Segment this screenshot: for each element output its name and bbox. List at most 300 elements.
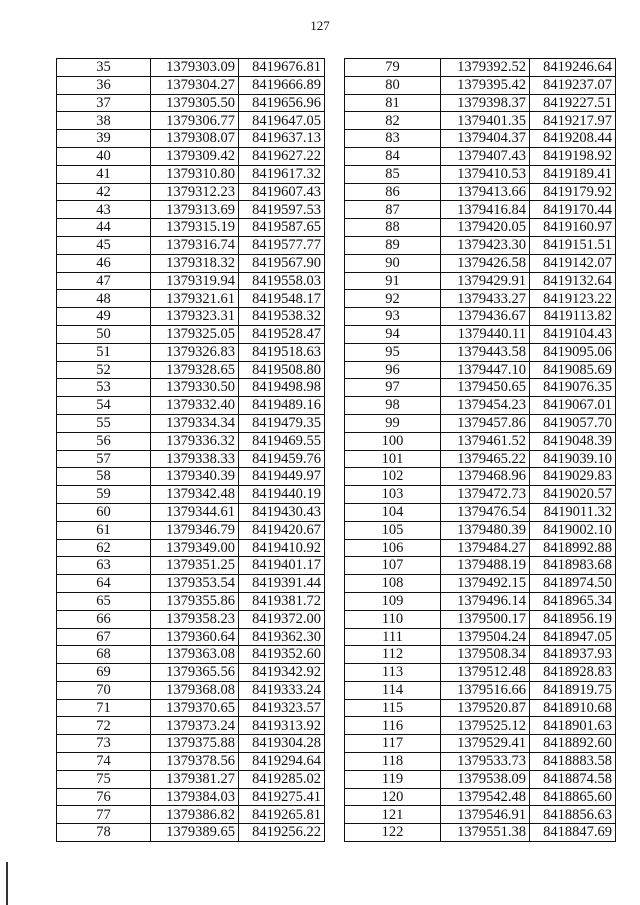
y-coordinate-cell: 8419449.97 bbox=[239, 468, 325, 486]
x-coordinate-cell: 1379500.17 bbox=[441, 610, 530, 628]
x-coordinate-cell: 1379373.24 bbox=[151, 717, 239, 735]
point-number-cell: 92 bbox=[345, 290, 441, 308]
y-coordinate-cell: 8419430.43 bbox=[239, 503, 325, 521]
y-coordinate-cell: 8418883.58 bbox=[530, 753, 616, 771]
table-row bbox=[345, 94, 616, 112]
point-number-cell: 40 bbox=[57, 147, 151, 165]
x-coordinate-cell: 1379392.52 bbox=[441, 59, 530, 77]
point-number-cell: 45 bbox=[57, 236, 151, 254]
y-coordinate-cell: 8418992.88 bbox=[530, 539, 616, 557]
point-number-cell: 55 bbox=[57, 414, 151, 432]
table-row bbox=[345, 735, 616, 753]
x-coordinate-cell: 1379305.50 bbox=[151, 94, 239, 112]
x-coordinate-cell: 1379520.87 bbox=[441, 699, 530, 717]
table-row bbox=[345, 788, 616, 806]
x-coordinate-cell: 1379316.74 bbox=[151, 236, 239, 254]
table-row bbox=[57, 112, 325, 130]
point-number-cell: 98 bbox=[345, 397, 441, 415]
x-coordinate-cell: 1379529.41 bbox=[441, 735, 530, 753]
y-coordinate-cell: 8419401.17 bbox=[239, 557, 325, 575]
y-coordinate-cell: 8419132.64 bbox=[530, 272, 616, 290]
table-row bbox=[345, 325, 616, 343]
table-row bbox=[345, 343, 616, 361]
point-number-cell: 96 bbox=[345, 361, 441, 379]
y-coordinate-cell: 8419637.13 bbox=[239, 130, 325, 148]
x-coordinate-cell: 1379433.27 bbox=[441, 290, 530, 308]
table-row bbox=[57, 414, 325, 432]
table-row bbox=[345, 272, 616, 290]
x-coordinate-cell: 1379370.65 bbox=[151, 699, 239, 717]
y-coordinate-cell: 8419518.63 bbox=[239, 343, 325, 361]
y-coordinate-cell: 8419656.96 bbox=[239, 94, 325, 112]
table-row bbox=[345, 699, 616, 717]
table-row bbox=[345, 130, 616, 148]
point-number-cell: 88 bbox=[345, 219, 441, 237]
x-coordinate-cell: 1379423.30 bbox=[441, 236, 530, 254]
point-number-cell: 109 bbox=[345, 592, 441, 610]
table-row bbox=[57, 699, 325, 717]
x-coordinate-cell: 1379360.64 bbox=[151, 628, 239, 646]
point-number-cell: 113 bbox=[345, 664, 441, 682]
point-number-cell: 53 bbox=[57, 379, 151, 397]
table-row bbox=[345, 824, 616, 842]
x-coordinate-cell: 1379313.69 bbox=[151, 201, 239, 219]
y-coordinate-cell: 8418874.58 bbox=[530, 770, 616, 788]
point-number-cell: 47 bbox=[57, 272, 151, 290]
y-coordinate-cell: 8418974.50 bbox=[530, 575, 616, 593]
table-row bbox=[57, 343, 325, 361]
table-row bbox=[345, 59, 616, 77]
y-coordinate-cell: 8418956.19 bbox=[530, 610, 616, 628]
point-number-cell: 111 bbox=[345, 628, 441, 646]
y-coordinate-cell: 8418983.68 bbox=[530, 557, 616, 575]
y-coordinate-cell: 8419142.07 bbox=[530, 254, 616, 272]
y-coordinate-cell: 8419372.00 bbox=[239, 610, 325, 628]
point-number-cell: 122 bbox=[345, 824, 441, 842]
point-number-cell: 107 bbox=[345, 557, 441, 575]
x-coordinate-cell: 1379358.23 bbox=[151, 610, 239, 628]
y-coordinate-cell: 8419076.35 bbox=[530, 379, 616, 397]
y-coordinate-cell: 8419617.32 bbox=[239, 165, 325, 183]
table-row bbox=[345, 539, 616, 557]
y-coordinate-cell: 8419151.51 bbox=[530, 236, 616, 254]
point-number-cell: 67 bbox=[57, 628, 151, 646]
y-coordinate-cell: 8419002.10 bbox=[530, 521, 616, 539]
table-row bbox=[57, 76, 325, 94]
table-row bbox=[345, 183, 616, 201]
point-number-cell: 69 bbox=[57, 664, 151, 682]
point-number-cell: 46 bbox=[57, 254, 151, 272]
y-coordinate-cell: 8419333.24 bbox=[239, 681, 325, 699]
point-number-cell: 43 bbox=[57, 201, 151, 219]
x-coordinate-cell: 1379542.48 bbox=[441, 788, 530, 806]
x-coordinate-cell: 1379332.40 bbox=[151, 397, 239, 415]
point-number-cell: 58 bbox=[57, 468, 151, 486]
y-coordinate-cell: 8419479.35 bbox=[239, 414, 325, 432]
y-coordinate-cell: 8419198.92 bbox=[530, 147, 616, 165]
point-number-cell: 112 bbox=[345, 646, 441, 664]
y-coordinate-cell: 8419352.60 bbox=[239, 646, 325, 664]
scan-edge-mark bbox=[6, 862, 8, 905]
x-coordinate-cell: 1379484.27 bbox=[441, 539, 530, 557]
x-coordinate-cell: 1379454.23 bbox=[441, 397, 530, 415]
point-number-cell: 48 bbox=[57, 290, 151, 308]
x-coordinate-cell: 1379308.07 bbox=[151, 130, 239, 148]
x-coordinate-cell: 1379395.42 bbox=[441, 76, 530, 94]
table-row bbox=[345, 76, 616, 94]
x-coordinate-cell: 1379426.58 bbox=[441, 254, 530, 272]
point-number-cell: 41 bbox=[57, 165, 151, 183]
x-coordinate-cell: 1379429.91 bbox=[441, 272, 530, 290]
point-number-cell: 110 bbox=[345, 610, 441, 628]
x-coordinate-cell: 1379368.08 bbox=[151, 681, 239, 699]
table-row bbox=[57, 397, 325, 415]
point-number-cell: 77 bbox=[57, 806, 151, 824]
y-coordinate-cell: 8419381.72 bbox=[239, 592, 325, 610]
x-coordinate-cell: 1379492.15 bbox=[441, 575, 530, 593]
table-row bbox=[57, 468, 325, 486]
x-coordinate-cell: 1379413.66 bbox=[441, 183, 530, 201]
y-coordinate-cell: 8419607.43 bbox=[239, 183, 325, 201]
y-coordinate-cell: 8419256.22 bbox=[239, 824, 325, 842]
x-coordinate-cell: 1379336.32 bbox=[151, 432, 239, 450]
point-number-cell: 59 bbox=[57, 486, 151, 504]
table-row bbox=[57, 664, 325, 682]
point-number-cell: 37 bbox=[57, 94, 151, 112]
table-row bbox=[345, 290, 616, 308]
table-row bbox=[57, 824, 325, 842]
y-coordinate-cell: 8419265.81 bbox=[239, 806, 325, 824]
point-number-cell: 95 bbox=[345, 343, 441, 361]
x-coordinate-cell: 1379416.84 bbox=[441, 201, 530, 219]
table-row bbox=[345, 806, 616, 824]
table-row bbox=[57, 646, 325, 664]
y-coordinate-cell: 8419246.64 bbox=[530, 59, 616, 77]
point-number-cell: 102 bbox=[345, 468, 441, 486]
x-coordinate-cell: 1379436.67 bbox=[441, 308, 530, 326]
x-coordinate-cell: 1379410.53 bbox=[441, 165, 530, 183]
table-row bbox=[57, 592, 325, 610]
coordinates-table-left bbox=[56, 58, 325, 842]
table-row bbox=[57, 59, 325, 77]
table-row bbox=[345, 414, 616, 432]
table-row bbox=[345, 717, 616, 735]
x-coordinate-cell: 1379355.86 bbox=[151, 592, 239, 610]
y-coordinate-cell: 8418910.68 bbox=[530, 699, 616, 717]
point-number-cell: 60 bbox=[57, 503, 151, 521]
y-coordinate-cell: 8419067.01 bbox=[530, 397, 616, 415]
y-coordinate-cell: 8418892.60 bbox=[530, 735, 616, 753]
table-row bbox=[345, 468, 616, 486]
point-number-cell: 83 bbox=[345, 130, 441, 148]
y-coordinate-cell: 8419011.32 bbox=[530, 503, 616, 521]
point-number-cell: 44 bbox=[57, 219, 151, 237]
table-row bbox=[57, 575, 325, 593]
x-coordinate-cell: 1379468.96 bbox=[441, 468, 530, 486]
y-coordinate-cell: 8419285.02 bbox=[239, 770, 325, 788]
y-coordinate-cell: 8419676.81 bbox=[239, 59, 325, 77]
y-coordinate-cell: 8419294.64 bbox=[239, 753, 325, 771]
table-row bbox=[57, 361, 325, 379]
table-row bbox=[57, 770, 325, 788]
point-number-cell: 87 bbox=[345, 201, 441, 219]
table-row bbox=[57, 753, 325, 771]
point-number-cell: 106 bbox=[345, 539, 441, 557]
point-number-cell: 120 bbox=[345, 788, 441, 806]
x-coordinate-cell: 1379533.73 bbox=[441, 753, 530, 771]
y-coordinate-cell: 8419647.05 bbox=[239, 112, 325, 130]
point-number-cell: 39 bbox=[57, 130, 151, 148]
x-coordinate-cell: 1379318.32 bbox=[151, 254, 239, 272]
table-row bbox=[57, 486, 325, 504]
point-number-cell: 76 bbox=[57, 788, 151, 806]
x-coordinate-cell: 1379378.56 bbox=[151, 753, 239, 771]
table-row bbox=[57, 236, 325, 254]
x-coordinate-cell: 1379404.37 bbox=[441, 130, 530, 148]
x-coordinate-cell: 1379323.31 bbox=[151, 308, 239, 326]
table-row bbox=[345, 147, 616, 165]
point-number-cell: 70 bbox=[57, 681, 151, 699]
table-row bbox=[345, 503, 616, 521]
y-coordinate-cell: 8419123.22 bbox=[530, 290, 616, 308]
table-row bbox=[345, 397, 616, 415]
y-coordinate-cell: 8419179.92 bbox=[530, 183, 616, 201]
table-row bbox=[57, 503, 325, 521]
x-coordinate-cell: 1379386.82 bbox=[151, 806, 239, 824]
x-coordinate-cell: 1379334.34 bbox=[151, 414, 239, 432]
point-number-cell: 79 bbox=[345, 59, 441, 77]
y-coordinate-cell: 8419323.57 bbox=[239, 699, 325, 717]
y-coordinate-cell: 8419391.44 bbox=[239, 575, 325, 593]
x-coordinate-cell: 1379312.23 bbox=[151, 183, 239, 201]
point-number-cell: 97 bbox=[345, 379, 441, 397]
point-number-cell: 94 bbox=[345, 325, 441, 343]
x-coordinate-cell: 1379342.48 bbox=[151, 486, 239, 504]
table-row bbox=[345, 557, 616, 575]
point-number-cell: 82 bbox=[345, 112, 441, 130]
y-coordinate-cell: 8419469.55 bbox=[239, 432, 325, 450]
table-row bbox=[345, 753, 616, 771]
point-number-cell: 116 bbox=[345, 717, 441, 735]
x-coordinate-cell: 1379461.52 bbox=[441, 432, 530, 450]
y-coordinate-cell: 8419217.97 bbox=[530, 112, 616, 130]
point-number-cell: 115 bbox=[345, 699, 441, 717]
x-coordinate-cell: 1379315.19 bbox=[151, 219, 239, 237]
x-coordinate-cell: 1379375.88 bbox=[151, 735, 239, 753]
point-number-cell: 38 bbox=[57, 112, 151, 130]
y-coordinate-cell: 8419597.53 bbox=[239, 201, 325, 219]
coordinates-table-right bbox=[344, 58, 616, 842]
point-number-cell: 65 bbox=[57, 592, 151, 610]
x-coordinate-cell: 1379328.65 bbox=[151, 361, 239, 379]
point-number-cell: 72 bbox=[57, 717, 151, 735]
table-row bbox=[57, 557, 325, 575]
x-coordinate-cell: 1379381.27 bbox=[151, 770, 239, 788]
point-number-cell: 42 bbox=[57, 183, 151, 201]
coordinates-table-right-body bbox=[345, 59, 616, 842]
point-number-cell: 103 bbox=[345, 486, 441, 504]
y-coordinate-cell: 8419304.28 bbox=[239, 735, 325, 753]
point-number-cell: 51 bbox=[57, 343, 151, 361]
table-row bbox=[345, 379, 616, 397]
table-row bbox=[57, 130, 325, 148]
y-coordinate-cell: 8419528.47 bbox=[239, 325, 325, 343]
x-coordinate-cell: 1379472.73 bbox=[441, 486, 530, 504]
table-row bbox=[57, 450, 325, 468]
y-coordinate-cell: 8419558.03 bbox=[239, 272, 325, 290]
x-coordinate-cell: 1379465.22 bbox=[441, 450, 530, 468]
point-number-cell: 105 bbox=[345, 521, 441, 539]
y-coordinate-cell: 8419275.41 bbox=[239, 788, 325, 806]
y-coordinate-cell: 8419567.90 bbox=[239, 254, 325, 272]
x-coordinate-cell: 1379401.35 bbox=[441, 112, 530, 130]
y-coordinate-cell: 8419627.22 bbox=[239, 147, 325, 165]
x-coordinate-cell: 1379325.05 bbox=[151, 325, 239, 343]
x-coordinate-cell: 1379344.61 bbox=[151, 503, 239, 521]
y-coordinate-cell: 8419113.82 bbox=[530, 308, 616, 326]
x-coordinate-cell: 1379457.86 bbox=[441, 414, 530, 432]
y-coordinate-cell: 8418937.93 bbox=[530, 646, 616, 664]
x-coordinate-cell: 1379389.65 bbox=[151, 824, 239, 842]
y-coordinate-cell: 8419095.06 bbox=[530, 343, 616, 361]
x-coordinate-cell: 1379398.37 bbox=[441, 94, 530, 112]
point-number-cell: 49 bbox=[57, 308, 151, 326]
y-coordinate-cell: 8419548.17 bbox=[239, 290, 325, 308]
point-number-cell: 81 bbox=[345, 94, 441, 112]
point-number-cell: 35 bbox=[57, 59, 151, 77]
point-number-cell: 61 bbox=[57, 521, 151, 539]
point-number-cell: 114 bbox=[345, 681, 441, 699]
x-coordinate-cell: 1379512.48 bbox=[441, 664, 530, 682]
x-coordinate-cell: 1379488.19 bbox=[441, 557, 530, 575]
y-coordinate-cell: 8419342.92 bbox=[239, 664, 325, 682]
x-coordinate-cell: 1379496.14 bbox=[441, 592, 530, 610]
x-coordinate-cell: 1379538.09 bbox=[441, 770, 530, 788]
y-coordinate-cell: 8419410.92 bbox=[239, 539, 325, 557]
y-coordinate-cell: 8419508.80 bbox=[239, 361, 325, 379]
x-coordinate-cell: 1379306.77 bbox=[151, 112, 239, 130]
x-coordinate-cell: 1379508.34 bbox=[441, 646, 530, 664]
table-row bbox=[57, 806, 325, 824]
point-number-cell: 62 bbox=[57, 539, 151, 557]
x-coordinate-cell: 1379525.12 bbox=[441, 717, 530, 735]
y-coordinate-cell: 8419577.77 bbox=[239, 236, 325, 254]
point-number-cell: 80 bbox=[345, 76, 441, 94]
point-number-cell: 57 bbox=[57, 450, 151, 468]
table-row bbox=[57, 201, 325, 219]
point-number-cell: 93 bbox=[345, 308, 441, 326]
table-row bbox=[345, 575, 616, 593]
page-number: 127 bbox=[310, 18, 330, 33]
point-number-cell: 86 bbox=[345, 183, 441, 201]
table-row bbox=[345, 308, 616, 326]
y-coordinate-cell: 8418965.34 bbox=[530, 592, 616, 610]
x-coordinate-cell: 1379546.91 bbox=[441, 806, 530, 824]
table-row bbox=[57, 308, 325, 326]
table-row bbox=[57, 539, 325, 557]
x-coordinate-cell: 1379384.03 bbox=[151, 788, 239, 806]
point-number-cell: 50 bbox=[57, 325, 151, 343]
x-coordinate-cell: 1379407.43 bbox=[441, 147, 530, 165]
point-number-cell: 119 bbox=[345, 770, 441, 788]
point-number-cell: 99 bbox=[345, 414, 441, 432]
y-coordinate-cell: 8419208.44 bbox=[530, 130, 616, 148]
x-coordinate-cell: 1379365.56 bbox=[151, 664, 239, 682]
y-coordinate-cell: 8419170.44 bbox=[530, 201, 616, 219]
table-row bbox=[57, 681, 325, 699]
table-row bbox=[345, 201, 616, 219]
x-coordinate-cell: 1379353.54 bbox=[151, 575, 239, 593]
table-row bbox=[345, 610, 616, 628]
x-coordinate-cell: 1379480.39 bbox=[441, 521, 530, 539]
x-coordinate-cell: 1379476.54 bbox=[441, 503, 530, 521]
table-row bbox=[57, 94, 325, 112]
x-coordinate-cell: 1379447.10 bbox=[441, 361, 530, 379]
point-number-cell: 68 bbox=[57, 646, 151, 664]
x-coordinate-cell: 1379351.25 bbox=[151, 557, 239, 575]
table-row bbox=[345, 450, 616, 468]
y-coordinate-cell: 8418901.63 bbox=[530, 717, 616, 735]
y-coordinate-cell: 8419237.07 bbox=[530, 76, 616, 94]
y-coordinate-cell: 8419420.67 bbox=[239, 521, 325, 539]
table-row bbox=[57, 165, 325, 183]
y-coordinate-cell: 8419440.19 bbox=[239, 486, 325, 504]
y-coordinate-cell: 8419189.41 bbox=[530, 165, 616, 183]
x-coordinate-cell: 1379330.50 bbox=[151, 379, 239, 397]
point-number-cell: 108 bbox=[345, 575, 441, 593]
y-coordinate-cell: 8419227.51 bbox=[530, 94, 616, 112]
table-row bbox=[57, 628, 325, 646]
y-coordinate-cell: 8419538.32 bbox=[239, 308, 325, 326]
table-row bbox=[57, 788, 325, 806]
point-number-cell: 101 bbox=[345, 450, 441, 468]
point-number-cell: 64 bbox=[57, 575, 151, 593]
point-number-cell: 117 bbox=[345, 735, 441, 753]
table-row bbox=[57, 735, 325, 753]
y-coordinate-cell: 8419104.43 bbox=[530, 325, 616, 343]
table-row bbox=[345, 361, 616, 379]
point-number-cell: 91 bbox=[345, 272, 441, 290]
y-coordinate-cell: 8419160.97 bbox=[530, 219, 616, 237]
table-row bbox=[345, 770, 616, 788]
y-coordinate-cell: 8419666.89 bbox=[239, 76, 325, 94]
x-coordinate-cell: 1379420.05 bbox=[441, 219, 530, 237]
table-row bbox=[57, 610, 325, 628]
table-row bbox=[345, 628, 616, 646]
x-coordinate-cell: 1379326.83 bbox=[151, 343, 239, 361]
x-coordinate-cell: 1379450.65 bbox=[441, 379, 530, 397]
y-coordinate-cell: 8419057.70 bbox=[530, 414, 616, 432]
coordinates-table-left-body bbox=[57, 59, 325, 842]
point-number-cell: 78 bbox=[57, 824, 151, 842]
point-number-cell: 118 bbox=[345, 753, 441, 771]
y-coordinate-cell: 8419020.57 bbox=[530, 486, 616, 504]
point-number-cell: 56 bbox=[57, 432, 151, 450]
y-coordinate-cell: 8419048.39 bbox=[530, 432, 616, 450]
y-coordinate-cell: 8418856.63 bbox=[530, 806, 616, 824]
x-coordinate-cell: 1379340.39 bbox=[151, 468, 239, 486]
y-coordinate-cell: 8418919.75 bbox=[530, 681, 616, 699]
y-coordinate-cell: 8419039.10 bbox=[530, 450, 616, 468]
x-coordinate-cell: 1379304.27 bbox=[151, 76, 239, 94]
table-row bbox=[345, 681, 616, 699]
x-coordinate-cell: 1379363.08 bbox=[151, 646, 239, 664]
table-row bbox=[345, 236, 616, 254]
x-coordinate-cell: 1379443.58 bbox=[441, 343, 530, 361]
y-coordinate-cell: 8419362.30 bbox=[239, 628, 325, 646]
y-coordinate-cell: 8419029.83 bbox=[530, 468, 616, 486]
point-number-cell: 121 bbox=[345, 806, 441, 824]
